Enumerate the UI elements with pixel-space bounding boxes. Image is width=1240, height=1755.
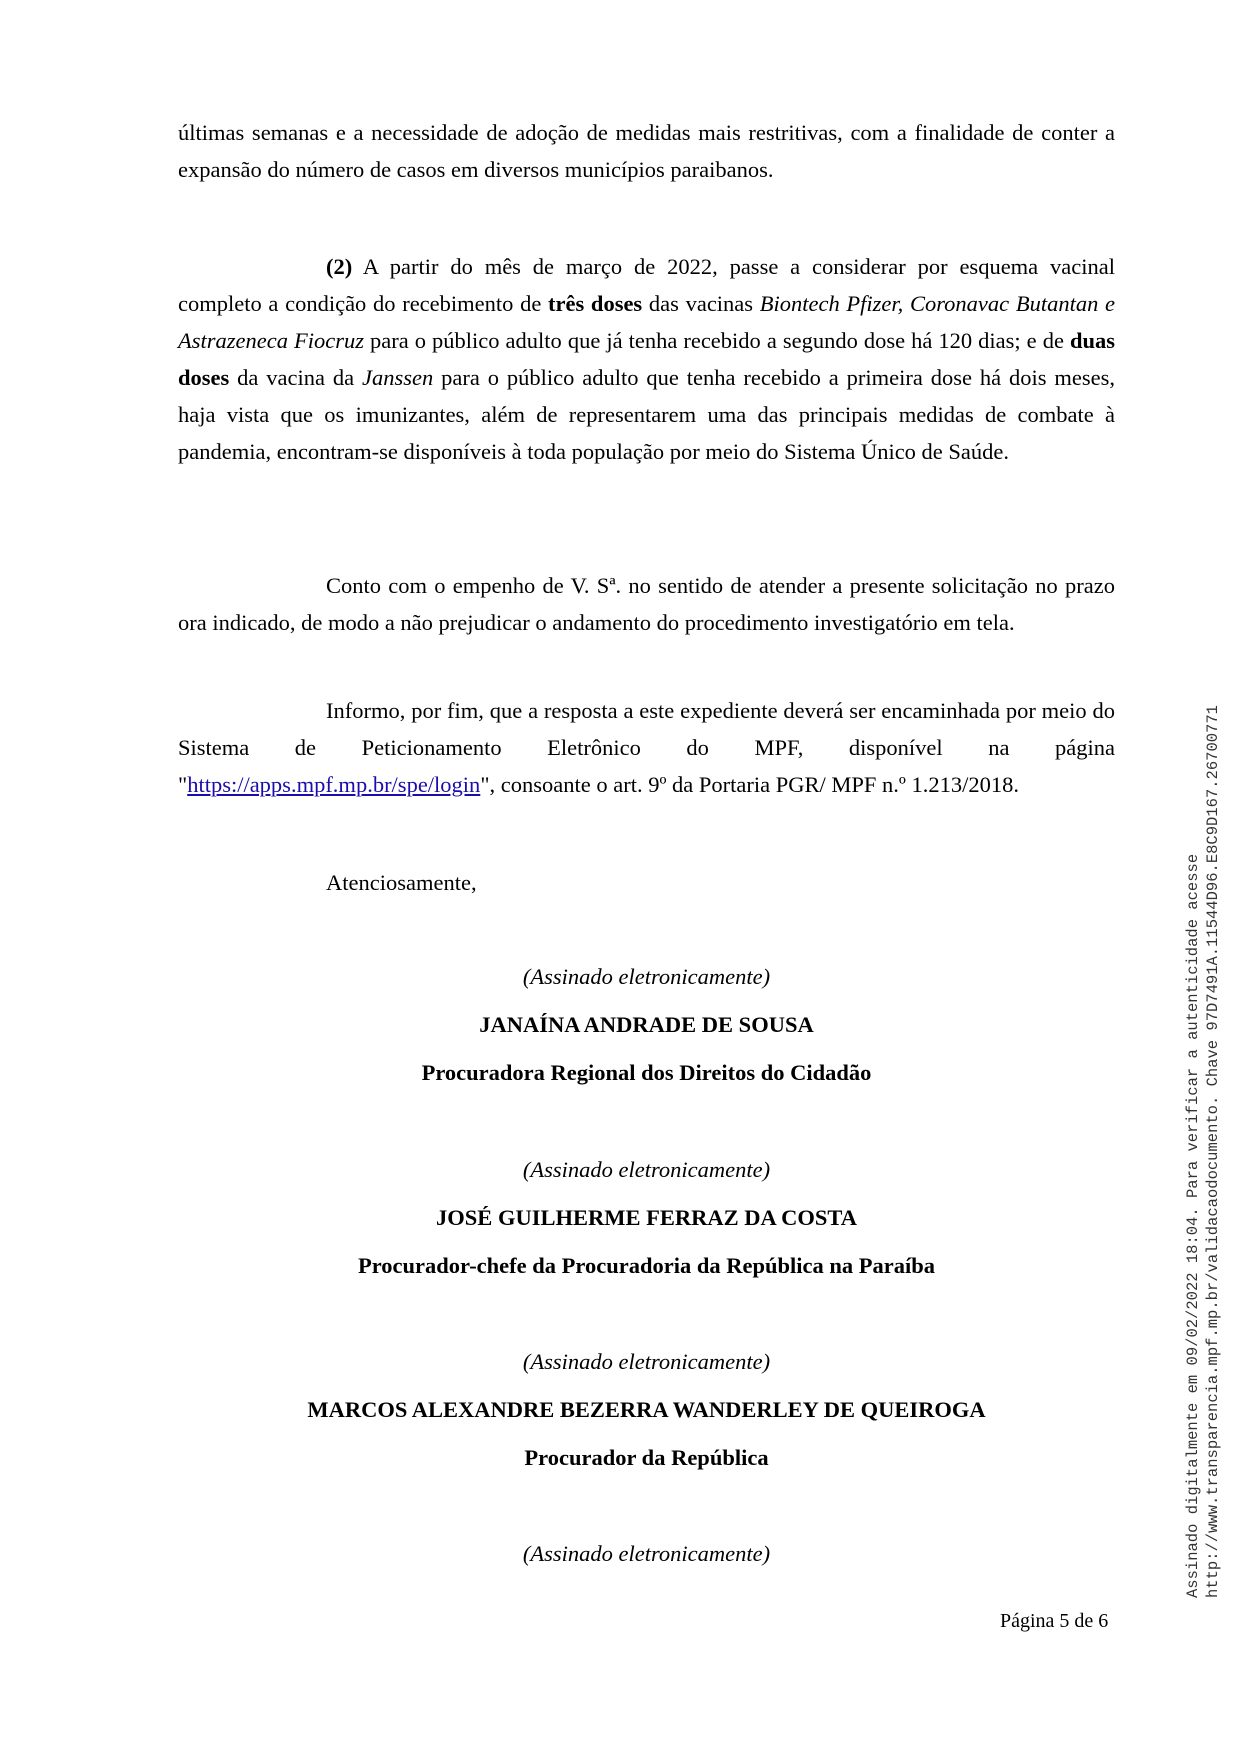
stamp-line-2: http://www.transparencia.mpf.mp.br/validacaodocumento. Chave 97D7491A.11544D96.E8C9D167.26700771 bbox=[1204, 705, 1222, 1598]
signature-block bbox=[178, 1338, 1115, 1482]
vaccine-names: Biontech Pfizer, Coronavac Butantan e Astrazeneca Fiocruz bbox=[178, 291, 1116, 353]
paragraph-continuation: últimas semanas e a necessidade de adoção de medidas mais restritivas, com a finalidade de conter a expansão do número de casos em diversos municípios paraibanos. bbox=[178, 120, 1115, 182]
signer-role: Procurador da República bbox=[524, 1445, 769, 1470]
signature-note: (Assinado eletronicamente) bbox=[522, 1541, 771, 1566]
signer-role: Procuradora Regional dos Direitos do Cidadão bbox=[421, 1060, 872, 1085]
signature-block bbox=[178, 1530, 1115, 1578]
text: para o público adulto que tenha recebido a primeira dose há dois meses, haja vista que os imunizantes, além de representarem uma das principais medidas de combate à pandemia, encontram-se disponíveis à toda população por meio do Sistema Único de Saúde. bbox=[178, 365, 1115, 464]
digital-signature-stamp bbox=[1183, 705, 1223, 1598]
text: A partir do mês de março de 2022, passe a considerar por esquema vacinal completo a condição do recebimento de bbox=[178, 254, 1115, 316]
signature-block bbox=[178, 953, 1115, 1097]
paragraph-request: Conto com o empenho de V. Sª. no sentido de atender a presente solicitação no prazo ora indicado, de modo a não prejudicar o andamento do procedimento investigatório em tela. bbox=[178, 573, 1115, 635]
signer-name: JOSÉ GUILHERME FERRAZ DA COSTA bbox=[436, 1205, 857, 1230]
stamp-line-1: Assinado digitalmente em 09/02/2022 18:04. Para verificar a autenticidade acesse bbox=[1184, 853, 1202, 1598]
signer-name: JANAÍNA ANDRADE DE SOUSA bbox=[479, 1012, 814, 1037]
vaccine-janssen: Janssen bbox=[362, 365, 434, 390]
paragraph-item-2 bbox=[178, 248, 1115, 470]
item-number: (2) bbox=[326, 254, 353, 279]
signer-name: MARCOS ALEXANDRE BEZERRA WANDERLEY DE QUEIROGA bbox=[307, 1397, 986, 1422]
signature-note: (Assinado eletronicamente) bbox=[522, 1349, 771, 1374]
text: da vacina da bbox=[229, 365, 363, 390]
text: Informo, por fim, que a resposta a este expediente deverá ser encaminhada por meio do Sistema de Peticionamento Eletrônico do MPF, disponível na página " bbox=[178, 698, 1115, 797]
paragraph-response-info bbox=[178, 692, 1115, 803]
signature-note: (Assinado eletronicamente) bbox=[522, 964, 771, 989]
closing-salutation: Atenciosamente, bbox=[326, 870, 477, 895]
text: das vacinas bbox=[642, 291, 760, 316]
emphasis-three-doses: três doses bbox=[548, 291, 643, 316]
spe-login-link[interactable]: https://apps.mpf.mp.br/spe/login bbox=[187, 772, 481, 797]
page-number: Página 5 de 6 bbox=[1000, 1610, 1109, 1632]
text: ", consoante o art. 9º da Portaria PGR/ MPF n.º 1.213/2018. bbox=[480, 772, 1020, 797]
signature-block bbox=[178, 1146, 1115, 1290]
text: para o público adulto que já tenha recebido a segundo dose há 120 dias; e de bbox=[364, 328, 1070, 353]
signer-role: Procurador-chefe da Procuradoria da República na Paraíba bbox=[357, 1253, 936, 1278]
emphasis-two-doses: duas doses bbox=[178, 328, 1115, 390]
signature-note: (Assinado eletronicamente) bbox=[522, 1157, 771, 1182]
